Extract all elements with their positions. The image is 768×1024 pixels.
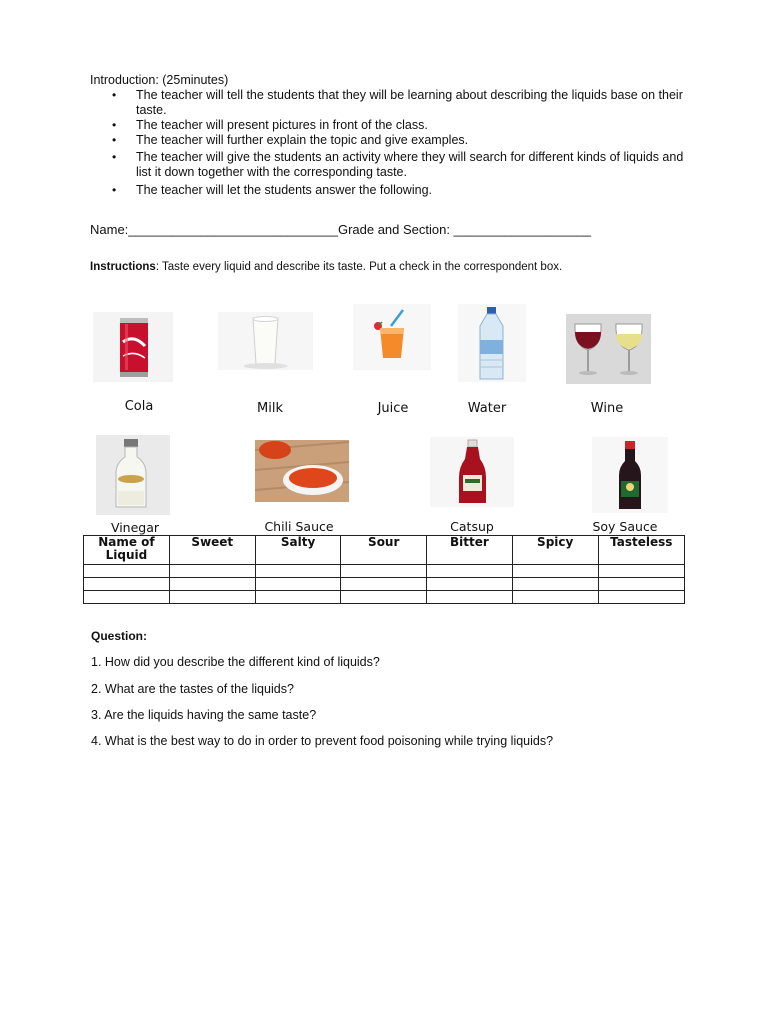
table-cell[interactable] [598, 591, 684, 604]
table-cell[interactable] [512, 591, 598, 604]
intro-heading: Introduction: (25minutes) [90, 73, 229, 87]
table-cell[interactable] [255, 578, 341, 591]
table-cell[interactable] [341, 578, 427, 591]
question-item: 2. What are the tastes of the liquids? [91, 682, 294, 696]
instructions-label: Instructions [90, 261, 156, 273]
caption-catsup: Catsup [450, 519, 494, 534]
table-cell[interactable] [427, 591, 513, 604]
table-row [84, 591, 685, 604]
instructions [90, 261, 562, 273]
instructions-text: : Taste every liquid and describe its taste. Put a check in the correspondent box. [155, 261, 563, 273]
table-cell[interactable] [169, 565, 255, 578]
taste-table [83, 535, 685, 604]
table-row [84, 578, 685, 591]
name-grade-line[interactable]: Name:_____________________________Grade and Section: ___________________ [90, 222, 591, 237]
table-cell[interactable] [169, 578, 255, 591]
caption-vinegar: Vinegar [110, 520, 160, 535]
milk-glass-image [218, 312, 313, 370]
table-cell[interactable] [598, 578, 684, 591]
caption-wine: Wine [590, 401, 624, 416]
table-cell[interactable] [84, 591, 170, 604]
table-cell[interactable] [341, 565, 427, 578]
intro-bullet: • The teacher will let the students answer the following. [112, 183, 692, 198]
juice-glass-image [353, 304, 431, 370]
questions-heading: Question: [91, 629, 147, 643]
header-salty: Salty [255, 536, 341, 565]
caption-juice: Juice [377, 401, 409, 416]
intro-bullet: • The teacher will present pictures in front of the class. [112, 118, 692, 133]
caption-milk: Milk [257, 401, 283, 416]
intro-bullet: • The teacher will give the students an activity where they will search for different kinds of liquids and list it down together with the corresponding taste. [112, 150, 692, 180]
header-sour: Sour [341, 536, 427, 565]
intro-bullet: • The teacher will further explain the topic and give examples. [112, 133, 692, 148]
caption-cola: Cola [124, 399, 154, 414]
question-item: 1. How did you describe the different kind of liquids? [91, 655, 380, 669]
table-cell[interactable] [427, 578, 513, 591]
header-spicy: Spicy [512, 536, 598, 565]
table-row [84, 565, 685, 578]
table-cell[interactable] [84, 565, 170, 578]
table-header-row [84, 536, 685, 565]
intro-bullet-list [112, 88, 692, 198]
caption-water: Water [467, 401, 507, 416]
caption-chili-sauce: Chili Sauce [264, 519, 334, 534]
soy-sauce-bottle-image [592, 437, 668, 513]
question-item: 4. What is the best way to do in order to prevent food poisoning while trying liquids? [91, 734, 554, 748]
table-cell[interactable] [341, 591, 427, 604]
cola-can-image [93, 312, 173, 382]
wine-glasses-image [566, 314, 651, 384]
table-cell[interactable] [598, 565, 684, 578]
intro-bullet: • The teacher will tell the students that they will be learning about describing the liquids base on their taste. [112, 88, 692, 118]
header-name-of-liquid: Name of Liquid [84, 536, 170, 565]
header-tasteless: Tasteless [598, 536, 684, 565]
table-cell[interactable] [512, 565, 598, 578]
table-cell[interactable] [169, 591, 255, 604]
water-bottle-image [458, 304, 526, 382]
table-cell[interactable] [427, 565, 513, 578]
table-cell[interactable] [255, 565, 341, 578]
catsup-bottle-image [430, 437, 514, 507]
table-cell[interactable] [84, 578, 170, 591]
table-cell[interactable] [512, 578, 598, 591]
caption-soy-sauce: Soy Sauce [592, 519, 658, 534]
header-bitter: Bitter [427, 536, 513, 565]
question-item: 3. Are the liquids having the same taste? [91, 708, 317, 722]
header-sweet: Sweet [169, 536, 255, 565]
vinegar-bottle-image [96, 435, 170, 515]
chili-sauce-image [255, 440, 349, 502]
table-cell[interactable] [255, 591, 341, 604]
